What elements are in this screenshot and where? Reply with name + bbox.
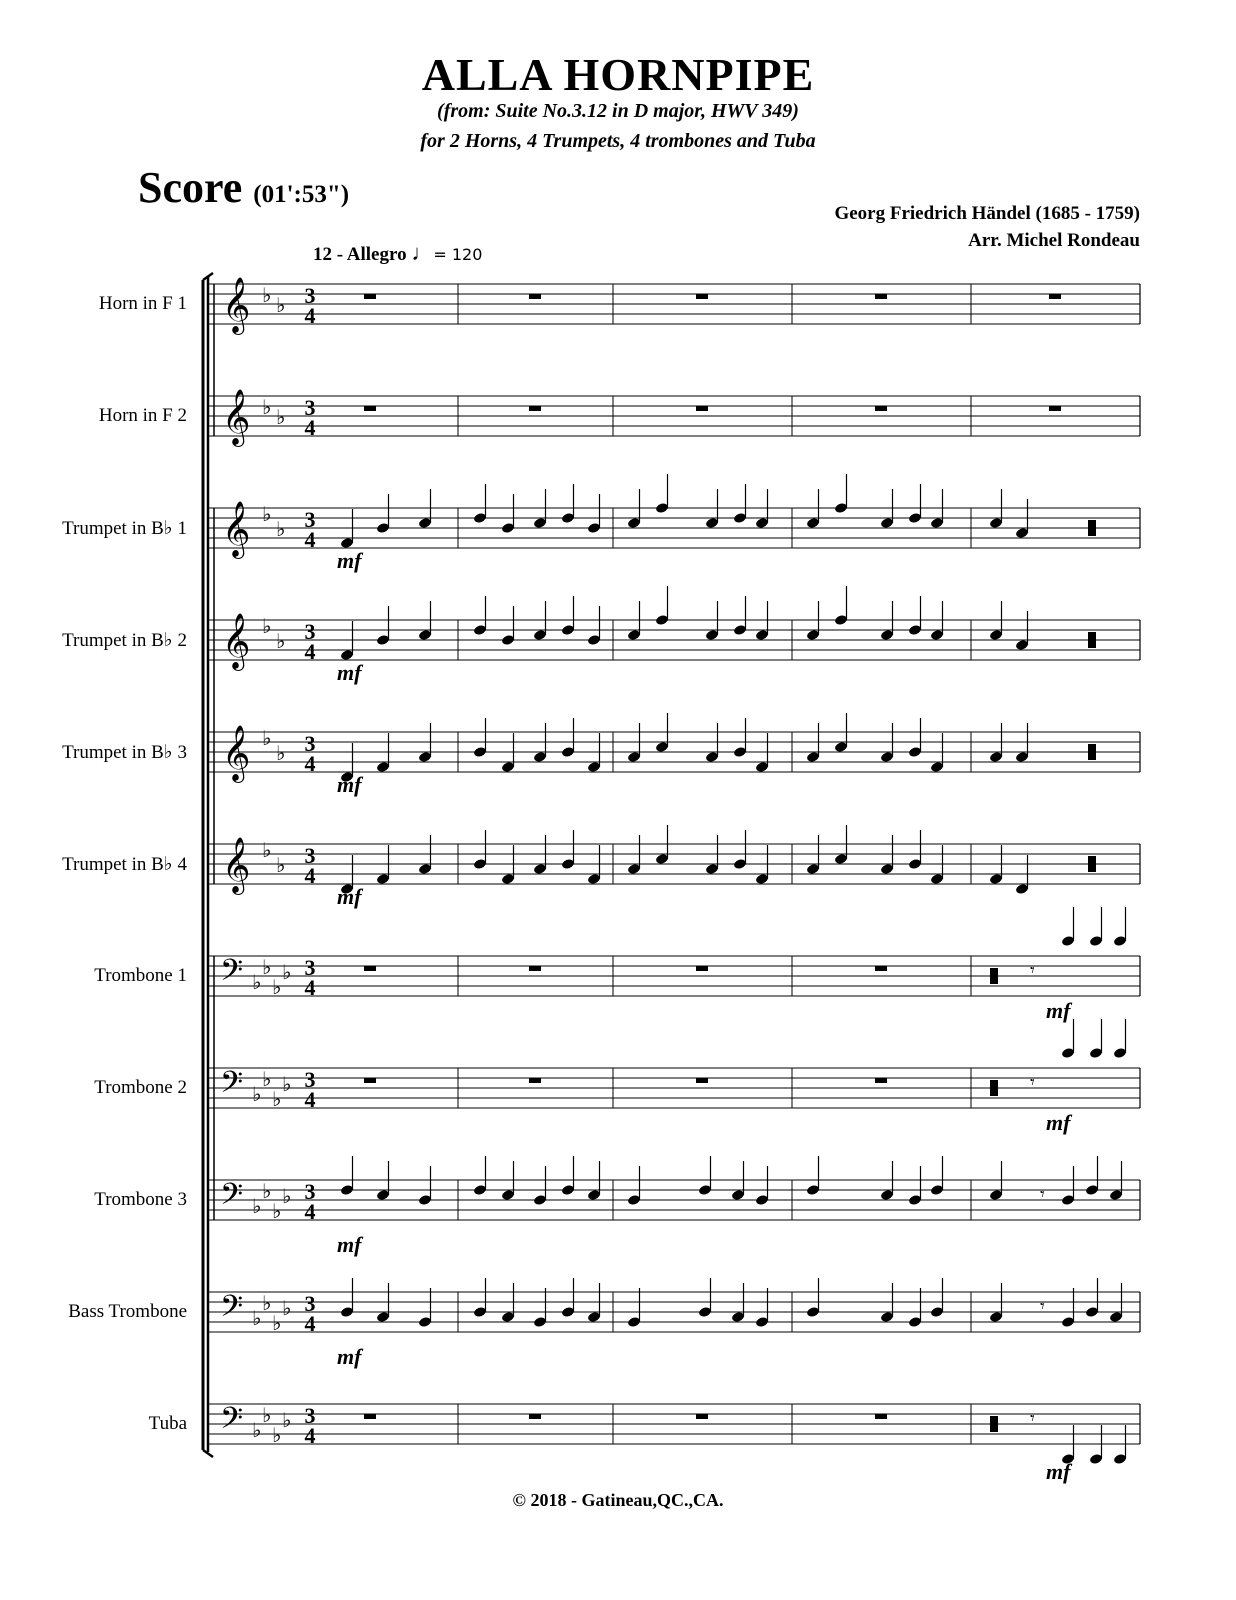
- tempo-text: 12 - Allegro: [313, 244, 407, 265]
- quarter-rest-icon: [1088, 856, 1096, 872]
- measure-rest: [875, 406, 887, 411]
- quarter-rest-icon: [1088, 632, 1096, 648]
- treble-clef-icon: 𝄞: [222, 613, 251, 669]
- time-signature-numerator: 3: [304, 1179, 316, 1204]
- time-signature-numerator: 3: [304, 1403, 316, 1428]
- time-signature-numerator: 3: [304, 843, 316, 868]
- time-signature-numerator: 3: [304, 731, 316, 756]
- instrument-label-trombone-2: Trombone 2: [94, 1077, 187, 1098]
- arranger-credit: Arr. Michel Rondeau: [968, 230, 1140, 251]
- measure-rest: [364, 294, 376, 299]
- flat-icon: ♭: [252, 1194, 262, 1218]
- duration-label: (01':53"): [253, 181, 350, 208]
- flat-icon: ♭: [272, 1311, 282, 1335]
- time-signature-numerator: 3: [304, 1291, 316, 1316]
- flat-icon: ♭: [276, 629, 286, 653]
- instrument-label-horn-1: Horn in F 1: [98, 293, 187, 314]
- time-signature-denominator: 4: [304, 415, 316, 440]
- quarter-rest-icon: [1088, 520, 1096, 536]
- quarter-rest-icon: [1088, 744, 1096, 760]
- quarter-rest-icon: [990, 1080, 998, 1096]
- flat-icon: ♭: [276, 741, 286, 765]
- flat-icon: ♭: [252, 970, 262, 994]
- flat-icon: ♭: [262, 614, 272, 638]
- copyright-footer: © 2018 - Gatineau,QC.,CA.: [512, 1490, 724, 1510]
- bass-clef-icon: 𝄢: [220, 1402, 244, 1443]
- flat-icon: ♭: [272, 975, 282, 999]
- flat-icon: ♭: [262, 283, 272, 307]
- instrument-label-trumpet-1: Trumpet in B♭ 1: [62, 518, 187, 539]
- flat-icon: ♭: [252, 1082, 262, 1106]
- measure-rest: [529, 966, 541, 971]
- measure-rest: [364, 1414, 376, 1419]
- bass-clef-icon: 𝄢: [220, 954, 244, 995]
- eighth-rest-icon: 𝄾: [1030, 960, 1035, 981]
- score-subtitle-source: (from: Suite No.3.12 in D major, HWV 349): [437, 100, 799, 122]
- flat-icon: ♭: [282, 1184, 292, 1208]
- measure-rest: [1049, 294, 1061, 299]
- time-signature-denominator: 4: [304, 1311, 316, 1336]
- dynamic-mf: mf: [337, 660, 362, 685]
- instrument-label-trumpet-3: Trumpet in B♭ 3: [62, 742, 187, 763]
- time-signature-denominator: 4: [304, 303, 316, 328]
- instrument-label-bass-trombone: Bass Trombone: [68, 1301, 187, 1322]
- composer-credit: Georg Friedrich Händel (1685 - 1759): [834, 203, 1140, 224]
- flat-icon: ♭: [272, 1087, 282, 1111]
- flat-icon: ♭: [252, 1418, 262, 1442]
- measure-rest: [696, 1078, 708, 1083]
- treble-clef-icon: 𝄞: [222, 837, 251, 893]
- flat-icon: ♭: [282, 1072, 292, 1096]
- flat-icon: ♭: [272, 1199, 282, 1223]
- score-word: Score: [138, 163, 243, 212]
- tempo-value: = 120: [433, 245, 483, 264]
- flat-icon: ♭: [276, 405, 286, 429]
- measure-rest: [529, 406, 541, 411]
- measure-rest: [875, 966, 887, 971]
- flat-icon: ♭: [262, 1291, 272, 1315]
- time-signature-numerator: 3: [304, 955, 316, 980]
- time-signature-numerator: 3: [304, 283, 316, 308]
- flat-icon: ♭: [282, 960, 292, 984]
- time-signature-numerator: 3: [304, 1067, 316, 1092]
- measure-rest: [529, 1078, 541, 1083]
- flat-icon: ♭: [262, 1067, 272, 1091]
- flat-icon: ♭: [262, 955, 272, 979]
- instrument-label-tuba: Tuba: [148, 1413, 187, 1434]
- eighth-rest-icon: 𝄾: [1030, 1408, 1035, 1429]
- eighth-rest-icon: 𝄾: [1040, 1296, 1045, 1317]
- measure-rest: [696, 966, 708, 971]
- dynamic-mf: mf: [337, 772, 362, 797]
- measure-rest: [875, 294, 887, 299]
- quarter-rest-icon: [990, 968, 998, 984]
- flat-icon: ♭: [252, 1306, 262, 1330]
- dynamic-mf: mf: [337, 884, 362, 909]
- time-signature-denominator: 4: [304, 975, 316, 1000]
- instrument-label-trumpet-4: Trumpet in B♭ 4: [62, 854, 187, 875]
- flat-icon: ♭: [262, 395, 272, 419]
- dynamic-mf: mf: [337, 1344, 362, 1369]
- measure-rest: [696, 406, 708, 411]
- measure-rest: [529, 1414, 541, 1419]
- dynamic-mf: mf: [1046, 998, 1071, 1023]
- quarter-rest-icon: [990, 1416, 998, 1432]
- time-signature-denominator: 4: [304, 639, 316, 664]
- flat-icon: ♭: [282, 1296, 292, 1320]
- time-signature-denominator: 4: [304, 527, 316, 552]
- eighth-rest-icon: 𝄾: [1040, 1184, 1045, 1205]
- dynamic-mf: mf: [1046, 1110, 1071, 1135]
- instrument-label-horn-2: Horn in F 2: [98, 405, 187, 426]
- instrument-label-trombone-3: Trombone 3: [94, 1189, 187, 1210]
- treble-clef-icon: 𝄞: [222, 277, 251, 333]
- time-signature-denominator: 4: [304, 1423, 316, 1448]
- dynamic-mf: mf: [337, 1232, 362, 1257]
- time-signature-numerator: 3: [304, 395, 316, 420]
- measure-rest: [364, 406, 376, 411]
- time-signature-denominator: 4: [304, 863, 316, 888]
- time-signature-denominator: 4: [304, 751, 316, 776]
- flat-icon: ♭: [282, 1408, 292, 1432]
- eighth-rest-icon: 𝄾: [1030, 1072, 1035, 1093]
- flat-icon: ♭: [262, 838, 272, 862]
- measure-rest: [364, 966, 376, 971]
- measure-rest: [1049, 406, 1061, 411]
- measure-rest: [364, 1078, 376, 1083]
- treble-clef-icon: 𝄞: [222, 501, 251, 557]
- instrument-label-trumpet-2: Trumpet in B♭ 2: [62, 630, 187, 651]
- time-signature-denominator: 4: [304, 1087, 316, 1112]
- score-title: ALLA HORNPIPE: [421, 49, 815, 100]
- measure-rest: [875, 1078, 887, 1083]
- time-signature-numerator: 3: [304, 507, 316, 532]
- measure-rest: [696, 294, 708, 299]
- flat-icon: ♭: [272, 1423, 282, 1447]
- flat-icon: ♭: [262, 1179, 272, 1203]
- flat-icon: ♭: [276, 853, 286, 877]
- flat-icon: ♭: [262, 1403, 272, 1427]
- measure-rest: [875, 1414, 887, 1419]
- flat-icon: ♭: [262, 502, 272, 526]
- bass-clef-icon: 𝄢: [220, 1066, 244, 1107]
- time-signature-numerator: 3: [304, 619, 316, 644]
- treble-clef-icon: 𝄞: [222, 389, 251, 445]
- measure-rest: [529, 294, 541, 299]
- flat-icon: ♭: [262, 726, 272, 750]
- flat-icon: ♭: [276, 293, 286, 317]
- bass-clef-icon: 𝄢: [220, 1178, 244, 1219]
- flat-icon: ♭: [276, 517, 286, 541]
- quarter-note-icon: ♩: [411, 240, 434, 265]
- measure-rest: [696, 1414, 708, 1419]
- bass-clef-icon: 𝄢: [220, 1290, 244, 1331]
- dynamic-mf: mf: [1046, 1459, 1071, 1484]
- time-signature-denominator: 4: [304, 1199, 316, 1224]
- instrument-label-trombone-1: Trombone 1: [94, 965, 187, 986]
- dynamic-mf: mf: [337, 548, 362, 573]
- score-subtitle-instrumentation: for 2 Horns, 4 Trumpets, 4 trombones and Tuba: [420, 130, 816, 152]
- treble-clef-icon: 𝄞: [222, 725, 251, 781]
